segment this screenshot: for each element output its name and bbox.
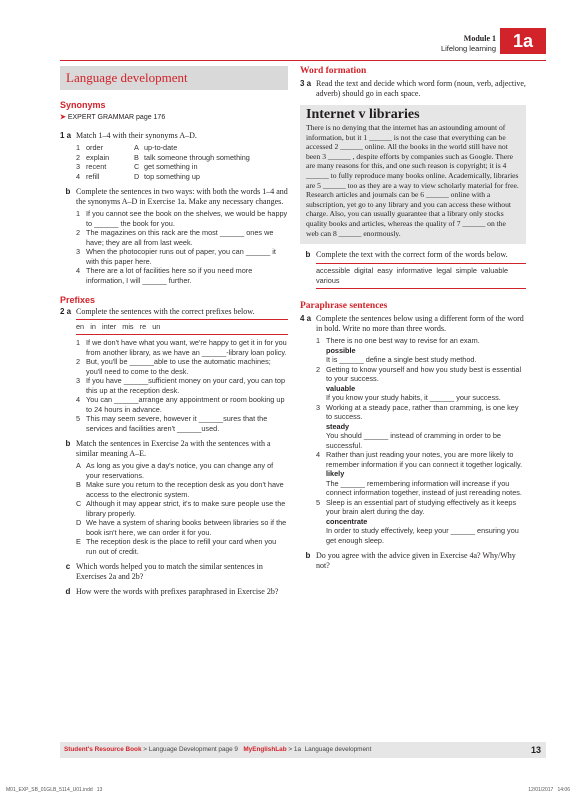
unit-tab: 1a [500, 28, 546, 54]
pair-number: 4 [76, 171, 81, 181]
pair-word: recent [86, 162, 107, 171]
item-answer-line: It is ______ define a single best study method. [326, 355, 477, 365]
task-4a [300, 314, 526, 334]
list-item [76, 537, 288, 556]
match-list-2b [76, 461, 288, 556]
item-number: 2 [76, 228, 81, 237]
sentence-list-2a [76, 338, 288, 433]
item-text: You can ______arrange any appointment or room booking up to 24 hours in advance. [86, 395, 285, 414]
pair-synonym: talk someone through something [144, 152, 250, 162]
footer-bar [60, 742, 546, 758]
prefix-box: en in inter mis re un [76, 319, 288, 335]
list-item [76, 376, 288, 395]
task-4b [300, 551, 526, 571]
list-item [316, 336, 526, 365]
item-text: If we don't have what you want, we're happy to get it in for you from another library, as we have an ______-library loan policy. [86, 338, 287, 357]
word-formation-heading: Word formation [300, 66, 367, 76]
task-text: Complete the sentences with the correct prefixes below. [76, 307, 255, 316]
item-number: 4 [76, 266, 81, 275]
item-number: 4 [316, 450, 321, 460]
item-letter: A [76, 461, 81, 470]
left-column [60, 66, 288, 597]
item-letter: E [76, 537, 81, 546]
article-text: There is no denying that the internet has an astounding amount of information, but it 1 ______ is not the case that everything can be accessed 2 ______ online. All the books in the world still have not been 3 ______ , despite efforts by companies such as Google. There are many reasons for this, and one such reason is copyright; it is 4 ______ to fully reproduce many books online. Academically, libraries are 5 ______ too as they are a way to view scholarly material for free. Research articles and journals can be 6 ______ online with a subscription, yet go to any library and you can access these without charge. Also, you can usually guarantee that a library only stocks quality books and articles, whereas the quality of 7 ______ on the web can 8 ______ enormously. [306, 123, 519, 238]
task-letter: b [305, 250, 311, 260]
list-item [76, 414, 288, 433]
print-slug-date: 12/01/2017 14:06 [528, 787, 570, 793]
pair-synonym: top something up [144, 171, 200, 181]
item-text: There are a lot of facilities here so if you need more information, I will ______ further. [86, 266, 253, 285]
synonyms-heading: Synonyms [60, 100, 106, 110]
item-letter: D [76, 518, 82, 527]
footer-mel-page: > 1a Language development [286, 746, 372, 753]
item-text: Make sure you return to the reception desk as you don't have access to the electronic system. [86, 480, 284, 499]
item-letter: C [76, 499, 82, 508]
page-number: 13 [530, 745, 541, 755]
list-item [76, 247, 288, 266]
task-letter: c [65, 562, 71, 571]
list-item [76, 338, 288, 357]
task-2b [60, 439, 288, 459]
item-text: If you have ______sufficient money on your card, you can top this up at the reception desk. [86, 376, 286, 395]
item-text: There is no one best way to revise for an exam. [326, 336, 480, 346]
pair-number: 3 [76, 162, 81, 171]
sentence-list-1b [76, 209, 288, 285]
task-number: 3 a [300, 79, 312, 88]
grammar-reference [60, 113, 288, 123]
item-number: 3 [76, 376, 81, 385]
item-number: 4 [76, 395, 81, 404]
item-text: The reception desk is the place to refill your card when you run out of credit. [86, 537, 277, 556]
pair-number: 2 [76, 152, 81, 162]
footer-srb-link[interactable]: Student's Resource Book [64, 746, 142, 753]
item-keyword: valuable [326, 383, 356, 393]
article-box [300, 105, 526, 244]
footer-srb-page: > Language Development page 9 [141, 746, 244, 753]
right-column [300, 66, 526, 571]
pair-synonym: get something in [144, 162, 198, 171]
print-slug-file: M01_EXP_SB_01GLB_5114_U01.indd 13 [6, 787, 103, 793]
module-label: Module 1 [463, 34, 496, 43]
item-number: 5 [316, 497, 321, 507]
header-rule [60, 60, 546, 61]
paraphrase-list [316, 336, 526, 545]
list-item [76, 209, 288, 228]
task-text: Complete the sentences in two ways: with both the words 1–4 and the synonyms A–D in Exercise 1a. Make any necessary changes. [76, 187, 288, 206]
item-letter: B [76, 480, 81, 489]
item-keyword: steady [326, 421, 350, 431]
task-3a [300, 79, 526, 99]
section-banner: Language development [60, 66, 288, 90]
item-number: 1 [76, 338, 81, 347]
item-keyword: likely [326, 469, 345, 479]
item-text: Although it may appear strict, it's to make sure people use the library properly. [86, 499, 286, 518]
task-text: Read the text and decide which word form (noun, verb, adjective, adverb) should go in each space. [316, 79, 526, 98]
pair-letter: A [134, 143, 139, 152]
paraphrase-heading: Paraphrase sentences [300, 301, 388, 312]
list-item [76, 461, 288, 480]
item-answer-line: In order to study effectively, keep your ______ ensuring you get enough sleep. [326, 526, 519, 545]
task-text: Match 1–4 with their synonyms A–D. [76, 131, 197, 140]
word-box: accessible digital easy informative legal simple valuable various [316, 263, 526, 289]
item-text: But, you'll be ______able to use the automatic machines; you'll need to come to the desk. [86, 357, 271, 376]
list-item [316, 365, 526, 403]
task-text: Do you agree with the advice given in Exercise 4a? Why/Why not? [316, 551, 516, 571]
item-number: 2 [76, 357, 81, 366]
item-keyword: possible [326, 345, 356, 355]
pair-letter: C [134, 162, 140, 171]
task-text: Match the sentences in Exercise 2a with the sentences with a similar meaning A–E. [76, 439, 271, 458]
list-item [76, 266, 288, 285]
pair-word: order [86, 143, 104, 152]
module-subtitle: Lifelong learning [440, 44, 496, 53]
item-answer-line: If you know your study habits, it ______ your success. [326, 393, 501, 403]
item-text: The magazines on this rack are the most ______ ones we have; they are all from last week. [86, 228, 274, 247]
pair-synonym: up-to-date [144, 143, 178, 152]
task-1a [60, 131, 288, 141]
pair-word: refill [86, 171, 100, 181]
task-2c [60, 562, 288, 582]
list-item [76, 499, 288, 518]
item-text: We have a system of sharing books between libraries so if the book isn't here, we can order it for you. [86, 518, 287, 537]
item-text: As long as you give a day's notice, you can change any of your reservations. [86, 461, 274, 480]
task-text: How were the words with prefixes paraphrased in Exercise 2b? [76, 587, 279, 596]
task-letter: d [65, 587, 71, 596]
prefixes-heading: Prefixes [60, 295, 96, 305]
task-text: Which words helped you to match the similar sentences in Exercises 2a and 2b? [76, 562, 263, 581]
pair-number: 1 [76, 143, 81, 152]
synonym-list [76, 143, 288, 181]
task-letter: b [65, 439, 71, 448]
item-text: When the photocopier runs out of paper, you can ______ it with this paper here. [86, 247, 276, 266]
task-number: 2 a [60, 307, 72, 316]
list-item [316, 498, 526, 546]
item-answer-line: You should ______ instead of cramming in order to be successful. [326, 431, 501, 450]
item-answer-line: The ______ remembering information will increase if you connect information together, instead of just rereading notes. [326, 478, 522, 498]
list-item [76, 518, 288, 537]
task-letter: b [305, 551, 311, 561]
list-item [76, 357, 288, 376]
pair-word: explain [86, 152, 110, 162]
item-keyword: concentrate [326, 516, 368, 526]
task-text: Complete the text with the correct form of the words below. [316, 250, 508, 260]
grammar-reference-link[interactable]: EXPERT GRAMMAR page 176 [67, 114, 166, 121]
item-number: 1 [76, 209, 81, 218]
article-title: Internet v libraries [306, 107, 420, 122]
item-text: Rather than just reading your notes, you are more likely to remember information if you can connect it together logically. [326, 450, 523, 469]
task-1b [60, 187, 288, 207]
item-number: 5 [76, 414, 81, 423]
item-number: 3 [76, 247, 81, 256]
list-item [76, 480, 288, 499]
item-number: 3 [316, 402, 321, 412]
task-letter: b [65, 187, 71, 196]
item-text: Working at a steady pace, rather than cramming, is one key to success. [326, 402, 519, 422]
arrow-icon: ➤ [60, 114, 66, 121]
task-3b [300, 250, 526, 260]
task-number: 4 a [300, 314, 312, 324]
module-header [441, 34, 496, 54]
task-number: 1 a [60, 131, 72, 140]
pair-letter: D [134, 171, 140, 181]
task-2d [60, 587, 288, 597]
list-item [316, 450, 526, 498]
item-text: If you cannot see the book on the shelves, we would be happy to ______ the book for you. [86, 209, 288, 228]
item-text: Sleep is an essential part of studying effectively as it keeps your brain alert during the day. [326, 497, 517, 517]
list-item [316, 403, 526, 451]
list-item [76, 228, 288, 247]
list-item [76, 395, 288, 414]
item-number: 1 [316, 336, 321, 346]
item-number: 2 [316, 364, 321, 374]
task-text: Complete the sentences below using a different form of the word in bold. Write no more than three words. [316, 314, 524, 334]
item-text: This may seem severe, however it ______sures that the services and facilities aren't ______used. [86, 414, 268, 433]
item-text: Getting to know yourself and how you study best is essential to your success. [326, 364, 522, 384]
task-2a [60, 307, 288, 317]
footer-mel-link[interactable]: MyEnglishLab [243, 746, 287, 753]
pair-letter: B [134, 152, 139, 162]
